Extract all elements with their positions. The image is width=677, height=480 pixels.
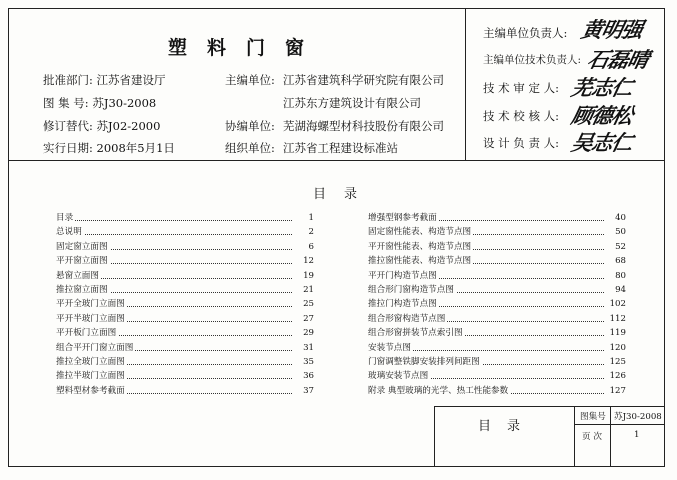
toc-entry-title: 安装节点图 [368,341,413,355]
toc-entry [56,355,314,369]
titleblock-value-line [610,406,611,467]
toc-entry [368,269,626,283]
toc-entry-title: 推拉窗立面图 [56,283,110,297]
toc-entry-title: 附录 典型玻璃的光学、热工性能参数 [368,384,510,398]
toc-entry-page: 21 [294,283,314,297]
toc-entry [368,384,626,398]
toc-entry-title: 平开门构造节点图 [368,269,439,283]
toc-entry-title: 平开窗性能表、构造节点图 [368,240,473,254]
titleblock-name: 目录 [478,419,537,434]
toc-entry [56,283,314,297]
toc-entry [368,240,626,254]
toc-entry [368,369,626,383]
effective-date: 实行日期: 2008年5月1日 [43,141,175,155]
toc-entry-title: 塑料型材参考截面 [56,384,127,398]
toc-entry-page: 127 [606,384,626,398]
titleblock-mid-line [574,406,575,467]
toc-entry-title: 平开半玻门立面图 [56,312,127,326]
toc-entry-title: 组合平开门窗立面图 [56,341,135,355]
co-editor-label: 协编单位: [225,119,275,133]
toc-entry [56,312,314,326]
toc-entry-page: 36 [294,369,314,383]
toc-entry-title: 固定窗性能表、构造节点图 [368,225,473,239]
toc-entry [368,297,626,311]
toc-entry-title: 平开窗立面图 [56,254,110,268]
responsible-label: 主编单位负责人: [483,26,568,40]
chief-editor-unit-1: 江苏省建筑科学研究院有限公司 [283,73,444,87]
responsible-label: 技 术 校 核 人: [483,109,559,123]
atlas-title: 塑料门窗 [168,37,325,59]
toc-entry-page: 112 [606,312,626,326]
toc-entry [368,225,626,239]
toc-entry-title: 总说明 [56,225,84,239]
signature: 黄明强 [579,17,645,42]
toc-right-column [368,211,626,398]
titleblock-atlas-label: 图集号 [580,412,606,422]
toc-leader-dots [56,225,292,235]
toc-entry-title: 组合形窗构造节点图 [368,312,447,326]
toc-entry-title: 增强型钢参考截面 [368,211,439,225]
signature: 芜志仁 [569,75,635,100]
toc-heading: 目录 [313,187,376,202]
toc-entry [56,269,314,283]
toc-entry-page: 52 [606,240,626,254]
toc-left-column [56,211,314,398]
toc-entry-page: 40 [606,211,626,225]
toc-entry [368,341,626,355]
toc-entry [56,384,314,398]
signature: 顾德松 [569,103,635,128]
toc-entry-title: 推拉窗性能表、构造节点图 [368,254,473,268]
responsible-divider [465,8,466,160]
toc-entry-page: 94 [606,283,626,297]
toc-entry-title: 推拉半玻门立面图 [56,369,127,383]
toc-entry-title: 推拉全玻门立面图 [56,355,127,369]
toc-entry [56,297,314,311]
toc-entry-page: 31 [294,341,314,355]
toc-entry-title: 门窗调整铁脚安装排列间距图 [368,355,482,369]
toc-entry-title: 目录 [56,211,75,225]
titleblock-left-line [434,406,435,467]
organizer-unit: 江苏省工程建设标准站 [283,141,398,155]
replaces: 修订替代: 苏J02-2000 [43,119,161,133]
toc-entry-title: 推拉门构造节点图 [368,297,439,311]
toc-entry-page: 35 [294,355,314,369]
titleblock-atlas-value: 苏J30-2008 [614,412,662,422]
header-divider [8,160,665,161]
toc-entry-page: 1 [294,211,314,225]
toc-entry-page: 119 [606,326,626,340]
toc-leader-dots [56,211,292,221]
toc-entry-title: 固定窗立面图 [56,240,110,254]
toc-entry-title: 悬窗立面图 [56,269,101,283]
toc-entry-page: 37 [294,384,314,398]
toc-entry-title: 玻璃安装节点图 [368,369,430,383]
responsible-label: 技 术 审 定 人: [483,81,559,95]
titleblock-top-line [434,406,665,407]
chief-editor-label: 主编单位: [225,73,275,87]
toc-entry [56,341,314,355]
atlas-number: 图 集 号: 苏J30-2008 [43,96,157,110]
toc-entry-page: 29 [294,326,314,340]
toc-entry [368,355,626,369]
titleblock-page-label: 页 次 [582,432,602,442]
titleblock-row-line [574,424,665,425]
toc-entry-page: 27 [294,312,314,326]
toc-entry-page: 126 [606,369,626,383]
toc-entry-title: 平开全玻门立面图 [56,297,127,311]
toc-entry-page: 80 [606,269,626,283]
toc-entry-page: 125 [606,355,626,369]
toc-entry-page: 50 [606,225,626,239]
toc-entry [56,326,314,340]
toc-entry-title: 组合形门窗构造节点图 [368,283,456,297]
toc-entry-title: 组合形窗拼装节点索引图 [368,326,465,340]
toc-entry-page: 6 [294,240,314,254]
toc-entry [56,369,314,383]
approval-dept: 批准部门: 江苏省建设厅 [43,73,166,87]
signature: 石磊晴 [585,47,651,72]
toc-entry-page: 19 [294,269,314,283]
toc-entry [368,254,626,268]
toc-entry [56,225,314,239]
organizer-label: 组织单位: [225,141,275,155]
titleblock-page-value: 1 [634,430,640,440]
toc-entry [56,211,314,225]
toc-entry [368,326,626,340]
toc-entry [368,211,626,225]
toc-entry-page: 120 [606,341,626,355]
chief-editor-unit-2: 江苏东方建筑设计有限公司 [283,96,421,110]
responsible-label: 主编单位技术负责人: [483,54,582,66]
toc-entry-page: 2 [294,225,314,239]
toc-entry [56,254,314,268]
toc-entry-page: 68 [606,254,626,268]
toc-entry-page: 25 [294,297,314,311]
signature: 吴志仁 [569,130,635,155]
toc-entry [368,283,626,297]
toc-entry-title: 平开板门立面图 [56,326,118,340]
toc-entry-page: 102 [606,297,626,311]
toc-entry [56,240,314,254]
toc-entry-page: 12 [294,254,314,268]
co-editor-unit: 芜湖海螺型材科技股份有限公司 [283,119,444,133]
toc-entry [368,312,626,326]
responsible-label: 设 计 负 责 人: [483,136,559,150]
